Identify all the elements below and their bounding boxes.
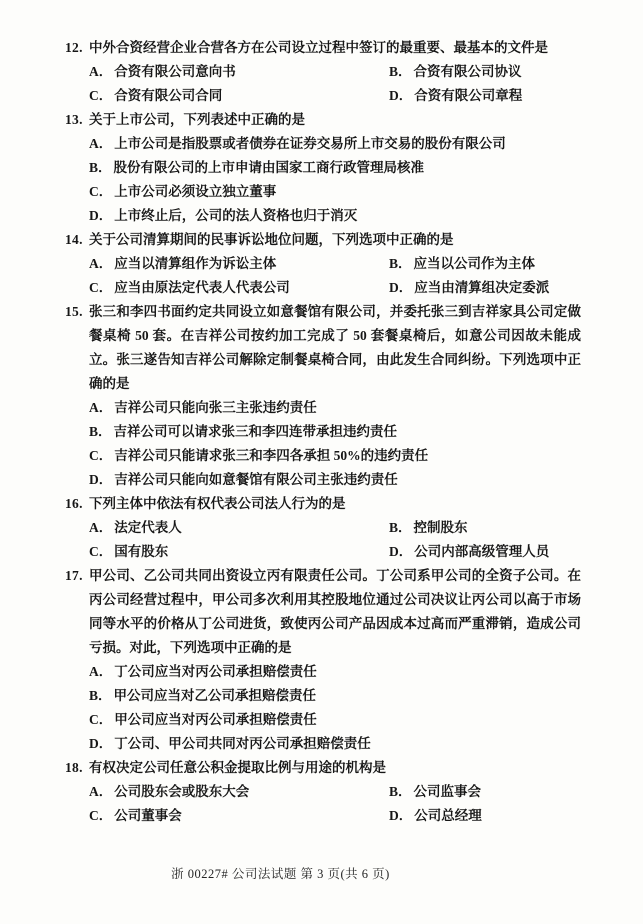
option-label: C．	[89, 712, 113, 727]
option	[89, 60, 389, 84]
option-text: 丁公司、甲公司共同对丙公司承担赔偿责任	[114, 736, 371, 751]
option-row	[89, 516, 581, 540]
option-label: A．	[89, 664, 113, 679]
option-label: B．	[389, 64, 412, 79]
option-label: D．	[389, 88, 413, 103]
option-label: B．	[89, 688, 112, 703]
option	[89, 444, 581, 468]
option	[89, 276, 389, 300]
option-text: 上市公司必须设立独立董事	[114, 184, 277, 199]
option-text: 公司内部高级管理人员	[414, 544, 550, 559]
question-number: 12.	[65, 40, 83, 55]
option-text: 公司股东会或股东大会	[114, 784, 250, 799]
option-text: 吉祥公司只能请求张三和李四各承担 50%的违约责任	[114, 448, 429, 463]
option-text: 应当由原法定代表人代表公司	[114, 280, 290, 295]
question-stem: 关于公司清算期间的民事诉讼地位问题，下列选项中正确的是	[89, 232, 454, 247]
option-text: 应当以公司作为主体	[413, 256, 536, 271]
option	[89, 516, 389, 540]
question-list	[65, 36, 605, 828]
option-text: 合资有限公司合同	[114, 88, 223, 103]
option	[89, 396, 581, 420]
option	[89, 468, 581, 492]
option-label: C．	[89, 808, 113, 823]
question-stem: 有权决定公司任意公积金提取比例与用途的机构是	[89, 760, 386, 775]
option-label: B．	[89, 160, 112, 175]
option-label: B．	[89, 424, 112, 439]
option-text: 股份有限公司的上市申请由国家工商行政管理局核准	[113, 160, 425, 175]
question-block	[65, 228, 581, 300]
option-text: 应当以清算组作为诉讼主体	[114, 256, 277, 271]
option-row	[89, 276, 581, 300]
option	[89, 252, 389, 276]
option-label: D．	[389, 808, 413, 823]
option	[89, 780, 389, 804]
option	[89, 156, 581, 180]
question-stem: 张三和李四书面约定共同设立如意餐馆有限公司，并委托张三到吉祥家具公司定做餐桌椅 50 套。在吉祥公司按约加工完成了 50 套餐桌椅后，如意公司因故未能成立。张三遂告知吉祥公司解除定制餐桌椅合同，由此发生合同纠纷。下列选项中正确的是	[89, 304, 581, 391]
option	[89, 660, 581, 684]
question-stem: 关于上市公司，下列表述中正确的是	[89, 112, 305, 127]
option-text: 公司总经理	[414, 808, 482, 823]
option-row	[89, 780, 581, 804]
option	[89, 684, 581, 708]
option-text: 上市终止后，公司的法人资格也归于消灭	[114, 208, 358, 223]
option-text: 上市公司是指股票或者债券在证券交易所上市交易的股份有限公司	[114, 136, 506, 151]
option-text: 合资有限公司协议	[413, 64, 522, 79]
question-number: 18.	[65, 760, 83, 775]
question-block	[65, 564, 581, 756]
option-label: A．	[89, 64, 113, 79]
option	[89, 132, 581, 156]
option	[389, 276, 549, 300]
option-label: A．	[89, 400, 113, 415]
option	[89, 708, 581, 732]
option-text: 公司董事会	[114, 808, 182, 823]
option-text: 甲公司应当对乙公司承担赔偿责任	[113, 688, 317, 703]
option	[89, 804, 389, 828]
question-block	[65, 756, 581, 828]
option-label: A．	[89, 256, 113, 271]
option-row	[89, 540, 581, 564]
option-text: 丁公司应当对丙公司承担赔偿责任	[114, 664, 317, 679]
option-text: 吉祥公司只能向张三主张违约责任	[114, 400, 317, 415]
question-number: 15.	[65, 304, 83, 319]
question-block	[65, 108, 581, 228]
option-text: 合资有限公司章程	[414, 88, 523, 103]
option	[389, 540, 549, 564]
question-block	[65, 300, 581, 492]
option-text: 吉祥公司只能向如意餐馆有限公司主张违约责任	[114, 472, 398, 487]
option-text: 国有股东	[114, 544, 169, 559]
option	[89, 204, 581, 228]
option-label: C．	[89, 544, 113, 559]
option	[89, 180, 581, 204]
option	[389, 60, 522, 84]
option-label: D．	[389, 280, 413, 295]
question-number: 14.	[65, 232, 83, 247]
option-label: B．	[389, 520, 412, 535]
option-label: C．	[89, 184, 113, 199]
option-row	[89, 252, 581, 276]
question-stem: 下列主体中依法有权代表公司法人行为的是	[89, 496, 346, 511]
option	[389, 84, 522, 108]
option-text: 甲公司应当对丙公司承担赔偿责任	[114, 712, 317, 727]
option-label: C．	[89, 448, 113, 463]
option-text: 法定代表人	[114, 520, 182, 535]
option-row	[89, 60, 581, 84]
option-label: D．	[89, 208, 113, 223]
option-row	[89, 84, 581, 108]
option	[389, 804, 482, 828]
option	[89, 732, 581, 756]
option-label: A．	[89, 136, 113, 151]
question-stem: 甲公司、乙公司共同出资设立丙有限责任公司。丁公司系甲公司的全资子公司。在丙公司经营过程中，甲公司多次利用其控股地位通过公司决议让丙公司以高于市场同等水平的价格从丁公司进货，致使丙公司产品因成本过高而严重滞销，造成公司亏损。对此，下列选项中正确的是	[89, 568, 581, 655]
option-text: 控制股东	[413, 520, 468, 535]
option-text: 合资有限公司意向书	[114, 64, 236, 79]
option-text: 应当由清算组决定委派	[414, 280, 550, 295]
option-label: A．	[89, 784, 113, 799]
question-stem: 中外合资经营企业合营各方在公司设立过程中签订的最重要、最基本的文件是	[89, 40, 548, 55]
option-label: A．	[89, 520, 113, 535]
question-number: 17.	[65, 568, 83, 583]
option	[89, 420, 581, 444]
page-footer: 浙 00227# 公司法试题 第 3 页(共 6 页)	[171, 867, 390, 881]
option-label: D．	[389, 544, 413, 559]
option-label: B．	[389, 784, 412, 799]
option	[389, 780, 481, 804]
option	[389, 516, 468, 540]
option	[89, 84, 389, 108]
option-label: B．	[389, 256, 412, 271]
question-number: 13.	[65, 112, 83, 127]
option-label: D．	[89, 736, 113, 751]
option-label: D．	[89, 472, 113, 487]
question-number: 16.	[65, 496, 83, 511]
option-row	[89, 804, 581, 828]
question-block	[65, 36, 581, 108]
option-label: C．	[89, 88, 113, 103]
option-text: 公司监事会	[413, 784, 482, 799]
option-label: C．	[89, 280, 113, 295]
option	[89, 540, 389, 564]
question-block	[65, 492, 581, 564]
option	[389, 252, 535, 276]
option-text: 吉祥公司可以请求张三和李四连带承担违约责任	[113, 424, 398, 439]
